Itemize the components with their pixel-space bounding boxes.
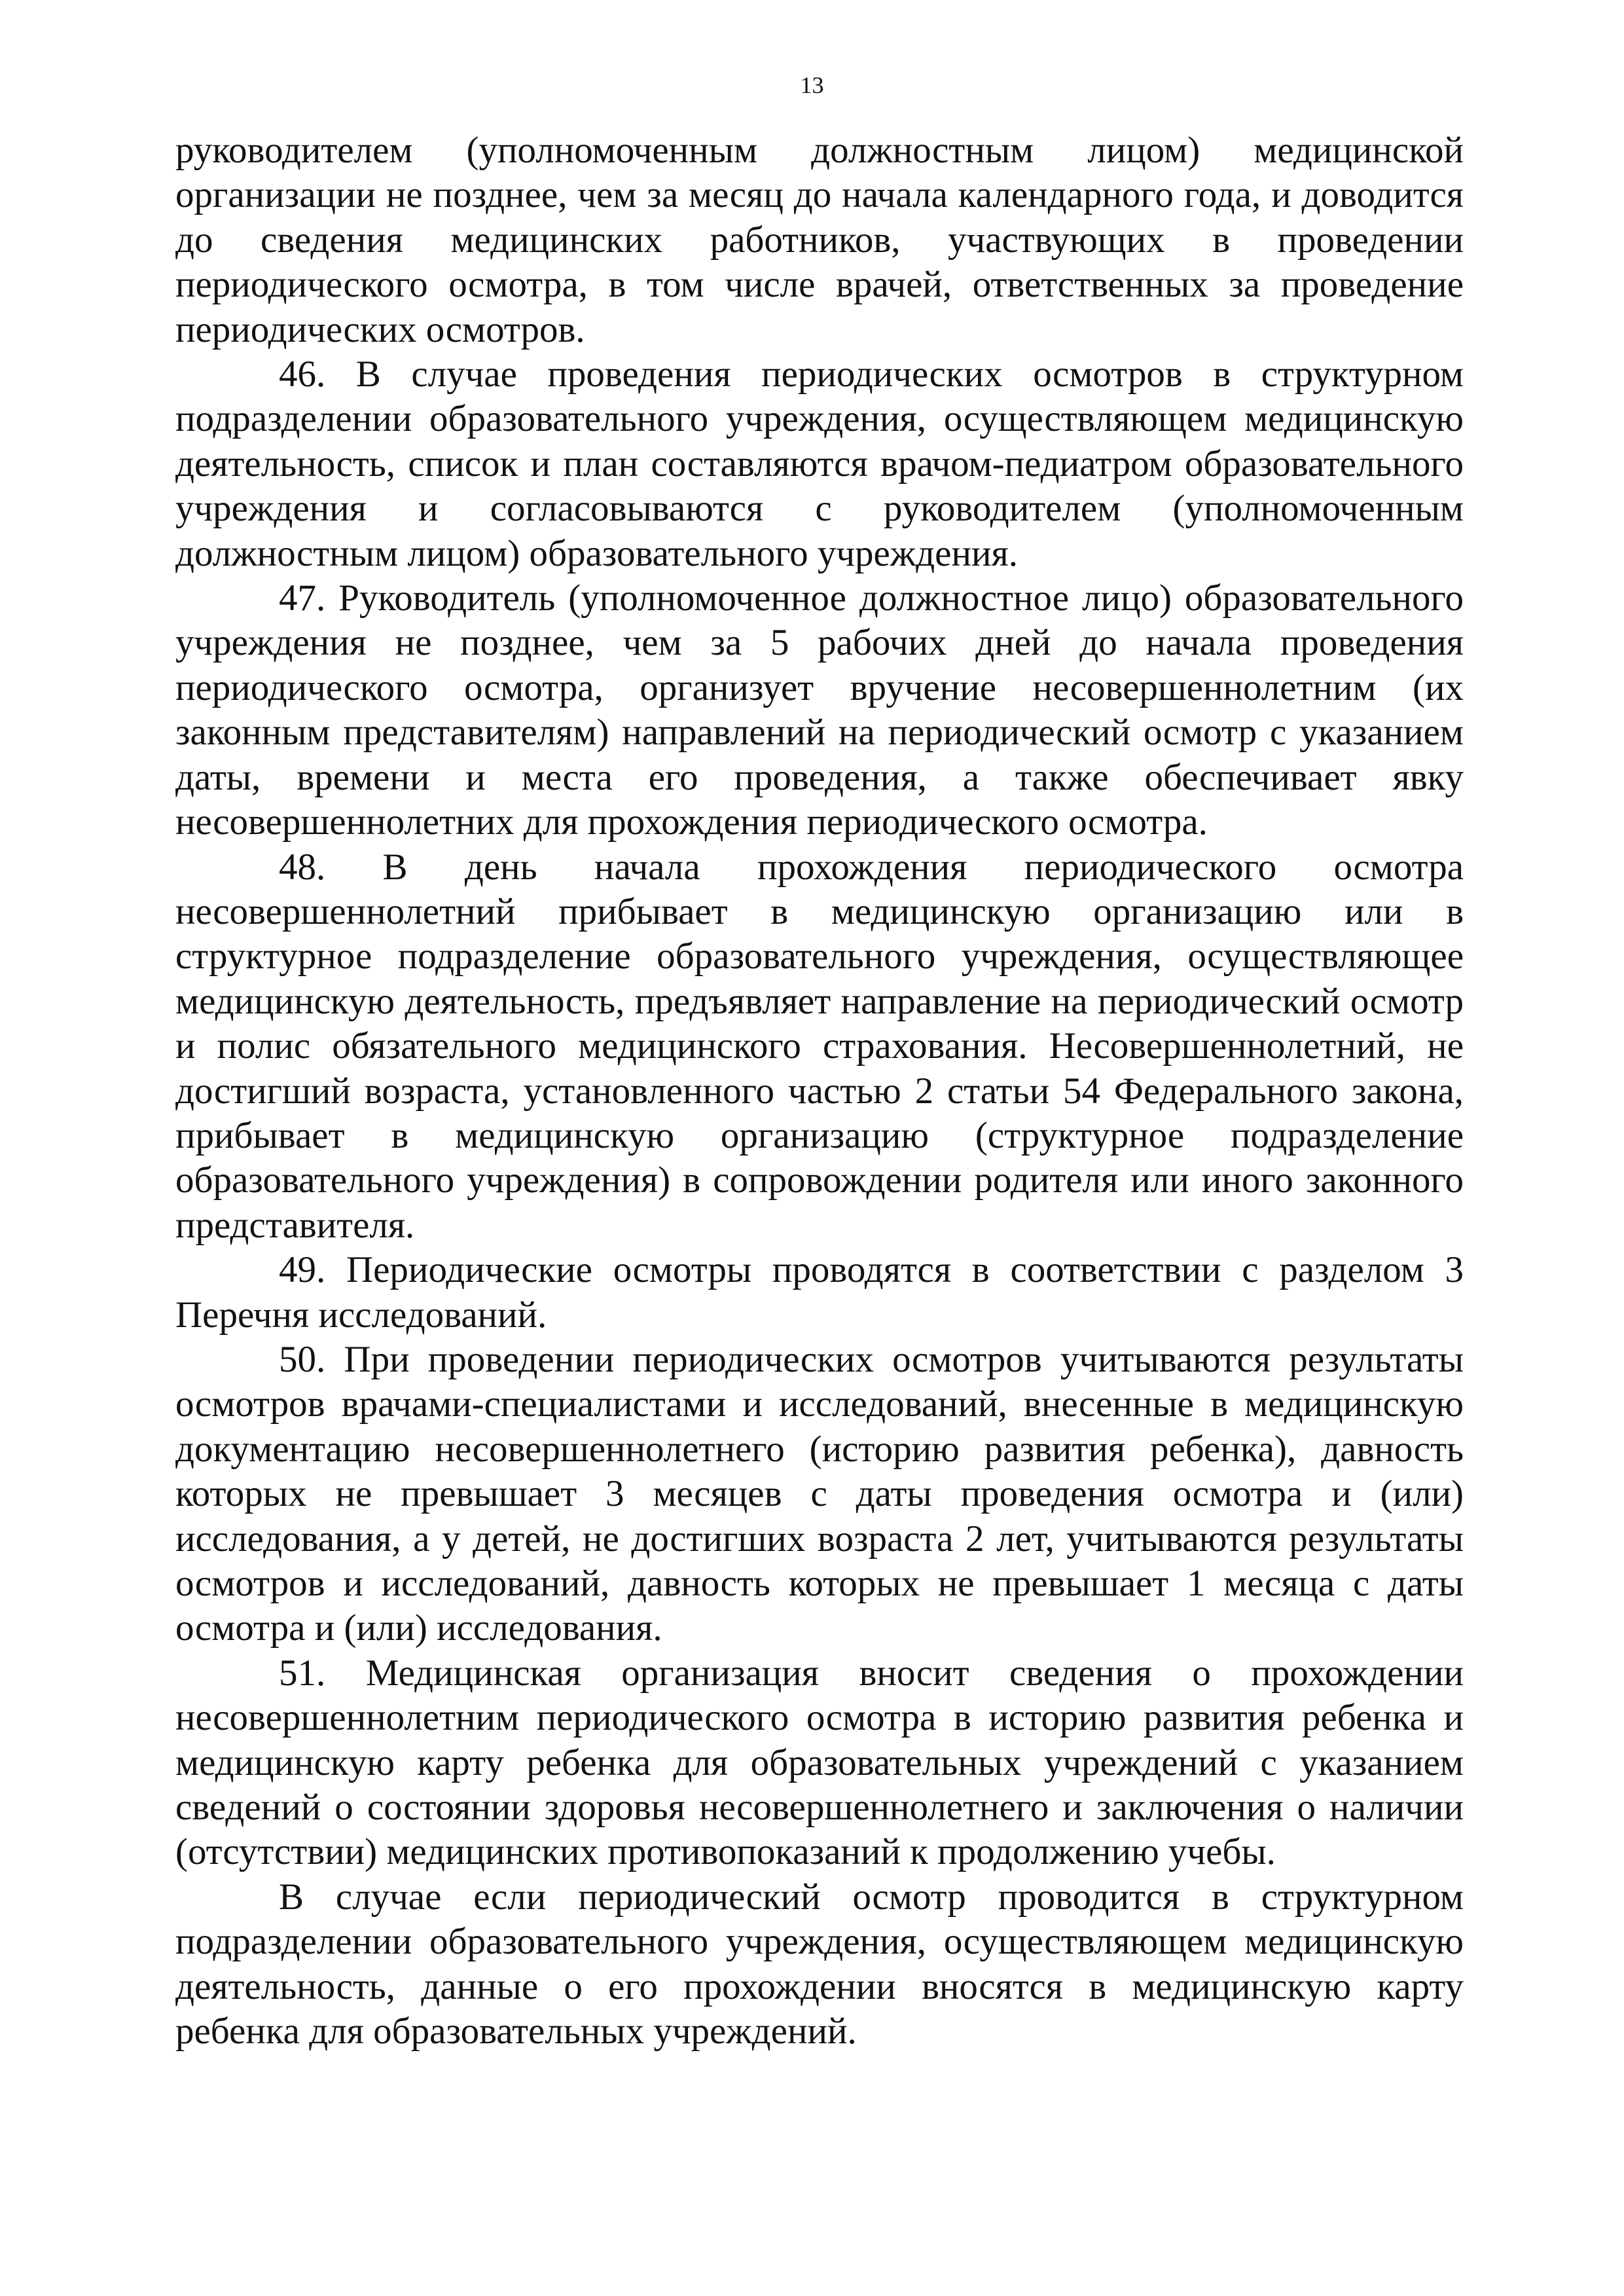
paragraph-51-addendum: В случае если периодический осмотр проводится в структурном подразделении образовательного учреждения, осуществляющем медицинскую деятельность, данные о его прохождении вносятся в медицинскую карту ребенка для образовательных учреждений.	[175, 1876, 1464, 2052]
paragraph-47: 47. Руководитель (уполномоченное должностное лицо) образовательного учреждения не позднее, чем за 5 рабочих дней до начала проведения периодического осмотра, организует вручение несовершеннолетним (их законным представителям) направлений на периодический осмотр с указанием даты, времени и места его проведения, а также обеспечивает явку несовершеннолетних для прохождения периодического осмотра.	[175, 577, 1464, 843]
page-number: 13	[800, 72, 824, 98]
paragraph-49: 49. Периодические осмотры проводятся в соответствии с разделом 3 Перечня исследований.	[175, 1249, 1464, 1336]
paragraph-continuation: руководителем (уполномоченным должностным лицом) медицинской организации не позднее, чем за месяц до начала календарного года, и доводится до сведения медицинских работников, участвующих в проведении периодического осмотра, в том числе врачей, ответственных за проведение периодических осмотров.	[175, 130, 1464, 350]
paragraph-46: 46. В случае проведения периодических осмотров в структурном подразделении образовательного учреждения, осуществляющем медицинскую деятельность, список и план составляются врачом-педиатром образовательного учреждения и согласовываются с руководителем (уполномоченным должностным лицом) образовательного учреждения.	[175, 354, 1464, 574]
paragraph-50: 50. При проведении периодических осмотров учитываются результаты осмотров врачами-специалистами и исследований, внесенные в медицинскую документацию несовершеннолетнего (историю развития ребенка), давность которых не превышает 3 месяцев с даты проведения осмотра и (или) исследования, а у детей, не достигших возраста 2 лет, учитываются результаты осмотров и исследований, давность которых не превышает 1 месяца с даты осмотра и (или) исследования.	[175, 1338, 1464, 1649]
document-body	[175, 128, 1464, 2054]
paragraph-51: 51. Медицинская организация вносит сведения о прохождении несовершеннолетним периодического осмотра в историю развития ребенка и медицинскую карту ребенка для образовательных учреждений с указанием сведений о состоянии здоровья несовершеннолетнего и заключения о наличии (отсутствии) медицинских противопоказаний к продолжению учебы.	[175, 1652, 1464, 1873]
paragraph-48: 48. В день начала прохождения периодического осмотра несовершеннолетний прибывает в медицинскую организацию или в структурное подразделение образовательного учреждения, осуществляющее медицинскую деятельность, предъявляет направление на периодический осмотр и полис обязательного медицинского страхования. Несовершеннолетний, не достигший возраста, установленного частью 2 статьи 54 Федерального закона, прибывает в медицинскую организацию (структурное подразделение образовательного учреждения) в сопровождении родителя или иного законного представителя.	[175, 846, 1464, 1246]
